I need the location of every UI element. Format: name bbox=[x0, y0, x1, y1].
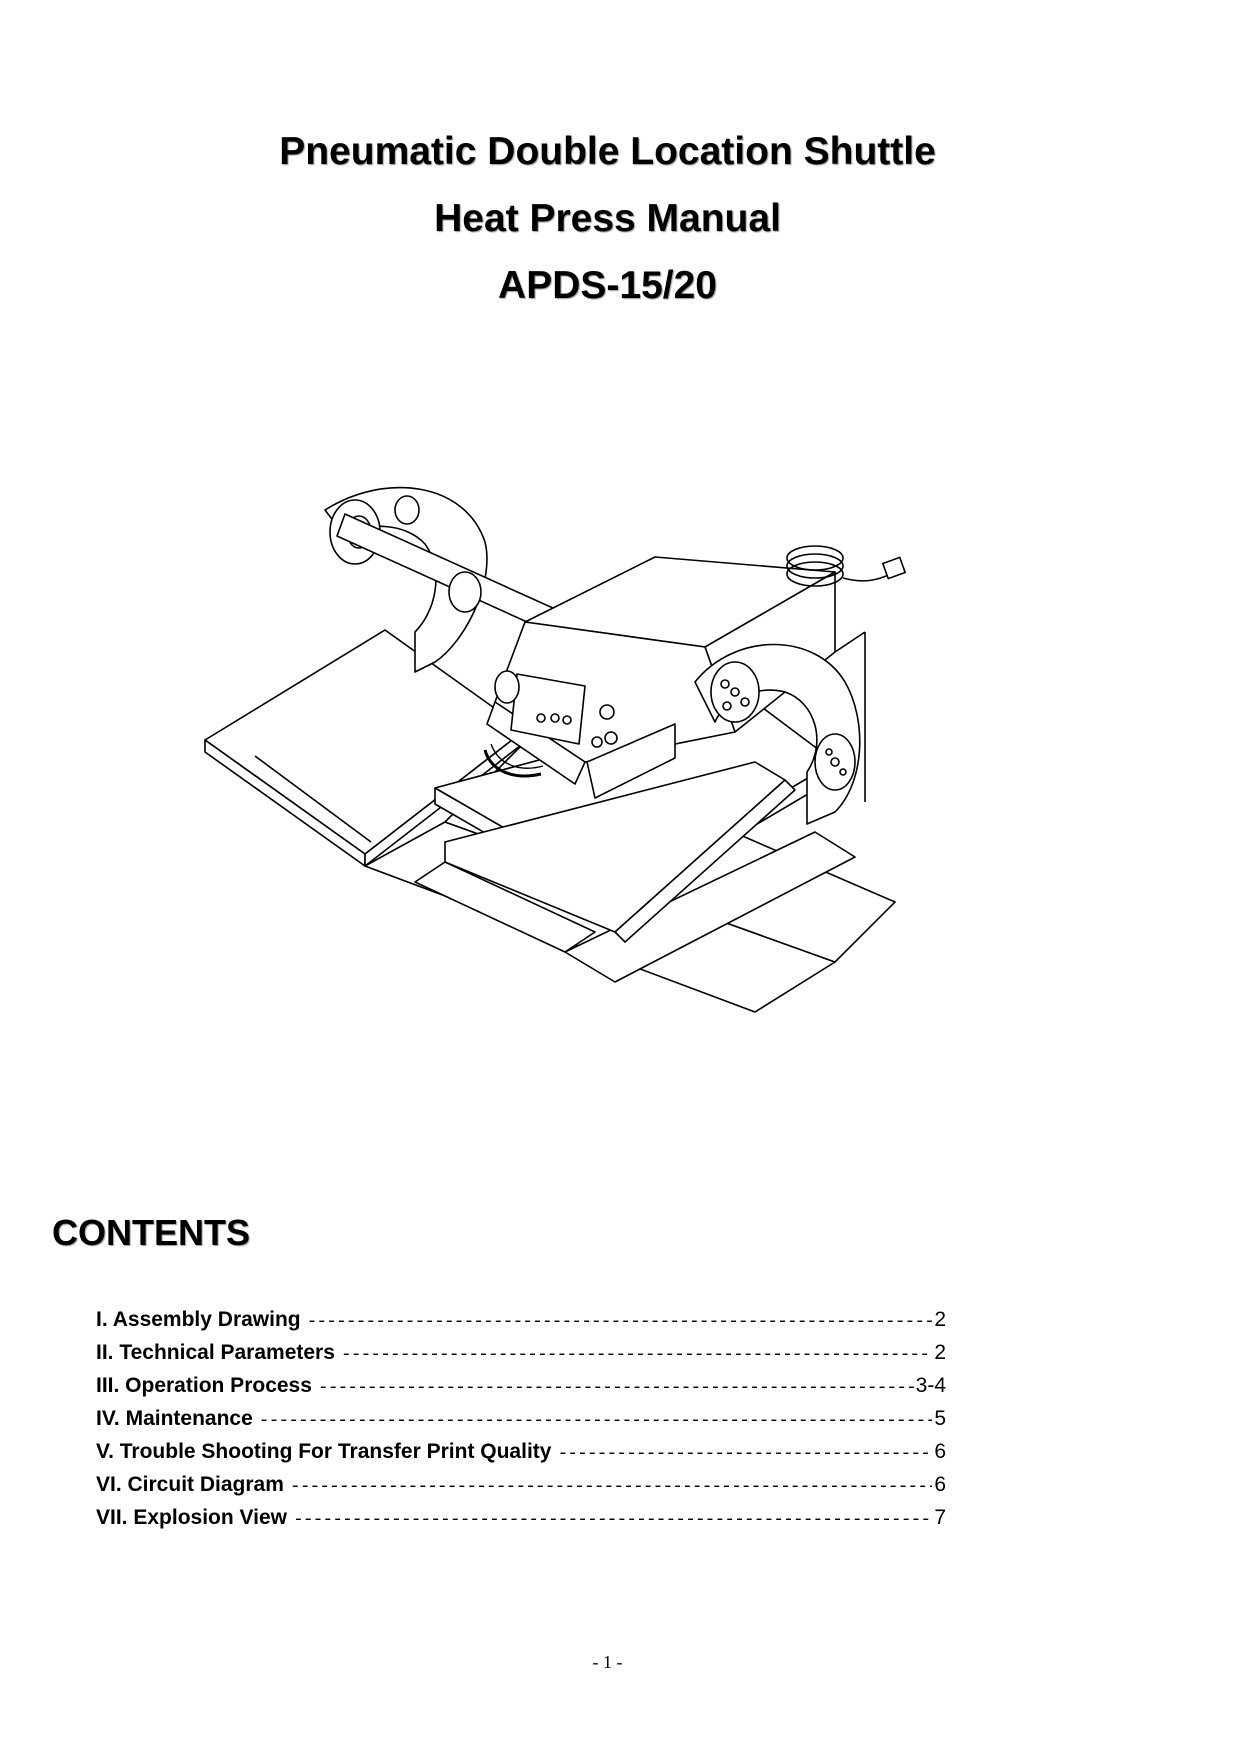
toc-entry-explosion-view[interactable] bbox=[96, 1501, 946, 1534]
toc-leader bbox=[557, 1438, 932, 1471]
toc-entry-trouble-shooting[interactable] bbox=[96, 1435, 946, 1468]
toc-entry-label: III. Operation Process bbox=[96, 1374, 312, 1397]
toc-entry-page: 5 bbox=[934, 1407, 946, 1430]
toc-leader bbox=[293, 1504, 932, 1537]
contents-heading: CONTENTS bbox=[52, 1212, 250, 1253]
toc-entry-page: 7 bbox=[934, 1506, 946, 1529]
toc-entry-label: II. Technical Parameters bbox=[96, 1341, 335, 1364]
toc-entry-technical-parameters[interactable] bbox=[96, 1336, 946, 1369]
toc-entry-label: VII. Explosion View bbox=[96, 1506, 287, 1529]
toc-entry-page: 3-4 bbox=[915, 1374, 946, 1397]
toc-entry-page: 6 bbox=[934, 1473, 946, 1496]
toc-entry-label: I. Assembly Drawing bbox=[96, 1308, 301, 1331]
toc-leader bbox=[290, 1471, 932, 1504]
toc-entry-page: 2 bbox=[934, 1308, 946, 1331]
title-line-1: Pneumatic Double Location Shuttle bbox=[279, 130, 936, 173]
toc-entry-page: 2 bbox=[934, 1341, 946, 1364]
toc-leader bbox=[307, 1306, 933, 1339]
page-number: - 1 - bbox=[592, 1652, 623, 1672]
toc-entry-label: IV. Maintenance bbox=[96, 1407, 253, 1430]
toc-entry-page: 6 bbox=[934, 1440, 946, 1463]
toc-entry-operation-process[interactable] bbox=[96, 1369, 946, 1402]
document-title bbox=[0, 118, 1215, 319]
toc-leader bbox=[318, 1372, 914, 1405]
title-line-3: APDS-15/20 bbox=[498, 264, 717, 307]
toc-entry-maintenance[interactable] bbox=[96, 1402, 946, 1435]
toc-leader bbox=[341, 1339, 932, 1372]
toc-entry-assembly-drawing[interactable] bbox=[96, 1303, 946, 1336]
toc-entry-label: V. Trouble Shooting For Transfer Print Quality bbox=[96, 1440, 552, 1463]
heat-press-illustration bbox=[195, 462, 1025, 1072]
toc-entry-label: VI. Circuit Diagram bbox=[96, 1473, 284, 1496]
toc-entry-circuit-diagram[interactable] bbox=[96, 1468, 946, 1501]
title-line-2: Heat Press Manual bbox=[434, 197, 781, 240]
table-of-contents bbox=[96, 1303, 946, 1534]
toc-leader bbox=[259, 1405, 933, 1438]
